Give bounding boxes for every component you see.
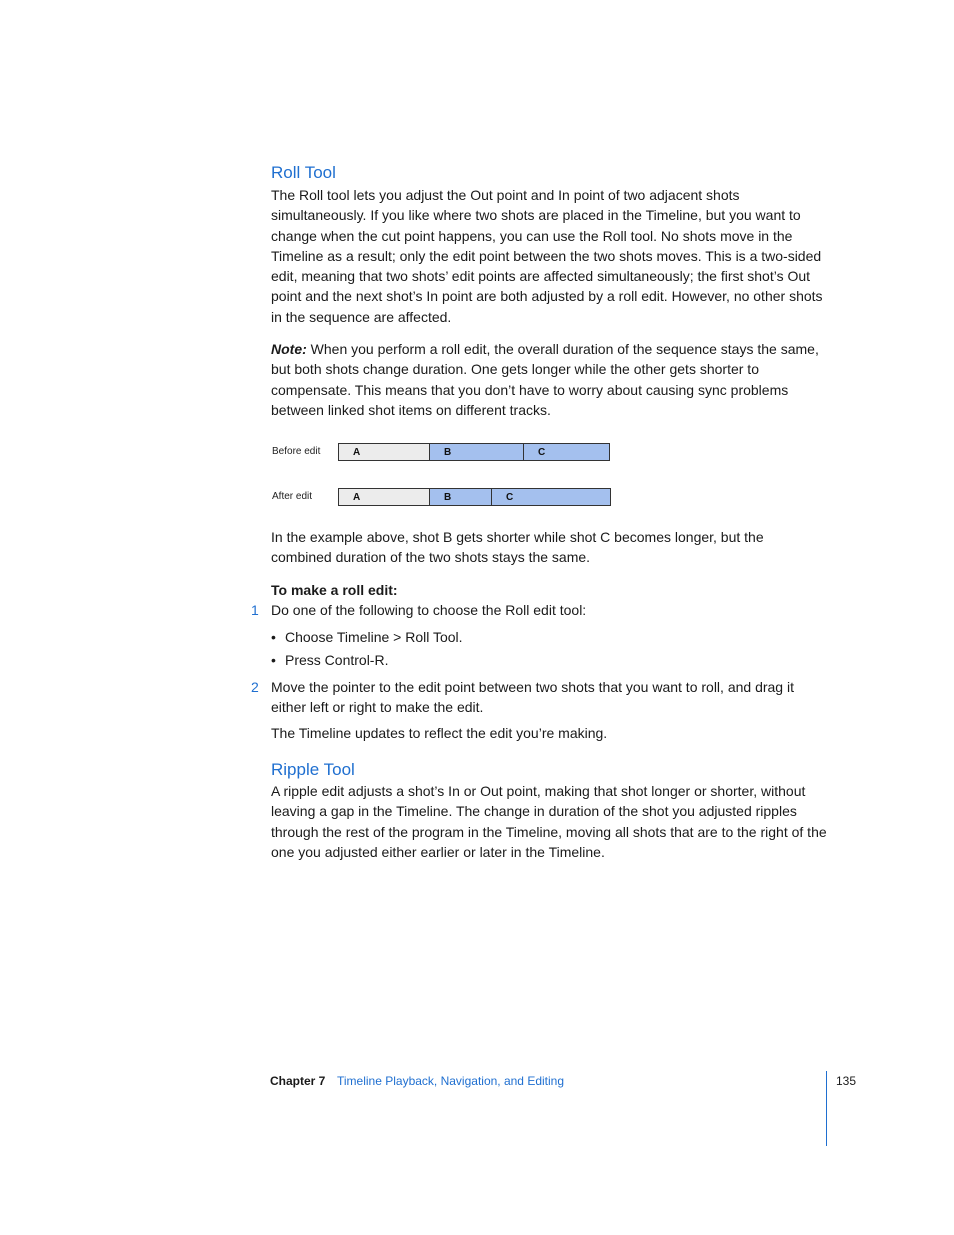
footer-chapter-title: Timeline Playback, Navigation, and Editing xyxy=(337,1074,565,1088)
roll-tool-body: The Roll tool lets you adjust the Out point and In point of two adjacent shots simultaneously. If you like where two shots are placed in the Timeline, but you want to change when the cut point happens, you can use the Roll tool. No shots move in the Timeline as a result; only the edit point between the two shots moves. This is a two-sided edit, meaning that two shots’ edit points are affected simultaneously; the first shot’s Out point and the next shot’s In point are both adjusted by a roll edit. However, no other shots in the sequence are affected. xyxy=(271,187,823,325)
step-1-number: 1 xyxy=(251,602,259,618)
clip-a: A xyxy=(339,489,429,505)
after-edit-label: After edit xyxy=(272,491,313,502)
before-edit-track xyxy=(338,443,610,461)
bullet-item xyxy=(271,627,463,647)
ripple-tool-body: A ripple edit adjusts a shot’s In or Out point, making that shot longer or shorter, without leaving a gap in the Timeline. The change in duration of the shot you adjusted ripples through the rest of the program in the Timeline, moving all shots that are to the right of the one you adjusted either earlier or later in the Timeline. xyxy=(271,783,827,860)
footer-chapter-label: Chapter 7 xyxy=(270,1074,326,1088)
example-text: In the example above, shot B gets shorter while shot C becomes longer, but the combined duration of the two shots stays the same. xyxy=(271,529,764,566)
roll-note xyxy=(271,339,827,420)
note-text: When you perform a roll edit, the overall duration of the sequence stays the same, but both shots change duration. One gets longer while the other gets shorter to compensate. This means that you don’t have to worry about causing sync problems between linked shot items on different tracks. xyxy=(271,341,819,418)
section-heading-roll-tool: Roll Tool xyxy=(271,163,336,182)
step-2-text: Move the pointer to the edit point between two shots that you want to roll, and drag it either left or right to make the edit. xyxy=(271,679,794,716)
bullet-text: Choose Timeline > Roll Tool. xyxy=(285,629,463,645)
footer-divider xyxy=(826,1071,827,1146)
clip-b: B xyxy=(429,444,523,460)
clip-c: C xyxy=(491,489,610,505)
page-number: 135 xyxy=(836,1074,857,1088)
bullet-item xyxy=(271,650,388,670)
bullet-marker: • xyxy=(271,629,276,645)
clip-c: C xyxy=(523,444,609,460)
bullet-marker: • xyxy=(271,652,276,668)
step-2-number: 2 xyxy=(251,679,259,695)
before-edit-label: Before edit xyxy=(272,446,321,457)
clip-a: A xyxy=(339,444,429,460)
after-edit-track xyxy=(338,488,611,506)
section-heading-ripple-tool: Ripple Tool xyxy=(271,760,355,779)
clip-b: B xyxy=(429,489,491,505)
step-1-text: Do one of the following to choose the Roll edit tool: xyxy=(271,602,587,618)
step-result-text: The Timeline updates to reflect the edit you’re making. xyxy=(271,725,608,741)
note-label: Note: xyxy=(271,341,307,357)
howto-heading: To make a roll edit: xyxy=(271,582,398,598)
bullet-text: Press Control-R. xyxy=(285,652,389,668)
